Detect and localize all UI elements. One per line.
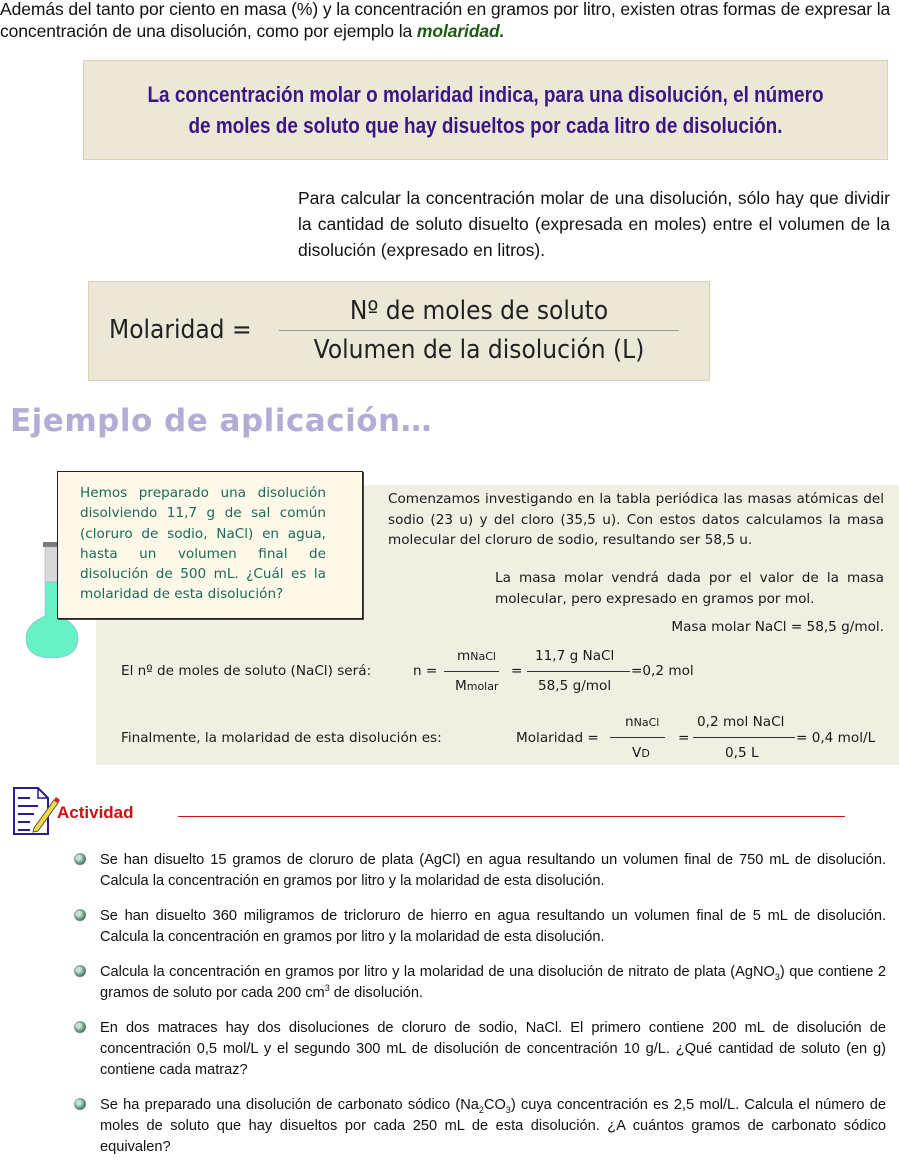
fraction-bar — [279, 330, 679, 331]
moles-frac1-den: Mmolar — [455, 678, 499, 694]
molaridad-highlight: molaridad. — [416, 21, 505, 41]
formula-lhs: Molaridad = — [109, 315, 252, 345]
molarity-eq-sign: = — [678, 730, 690, 746]
activity-item: Se han disuelto 15 gramos de cloruro de plata (AgCl) en agua resultando un volumen final de 750 mL de disolución. Calcula la concentración en gramos por litro y la molaridad de esta disolución. — [74, 850, 886, 892]
moles-label: El nº de moles de soluto (NaCl) será: — [121, 663, 372, 679]
definition-line-1: La concentración molar o molaridad indica, para una disolución, el número — [147, 82, 824, 107]
moles-eq-lhs: n = — [413, 663, 438, 679]
moles-frac2-num: 11,7 g NaCl — [535, 648, 615, 664]
example-title: Ejemplo de aplicación… — [10, 403, 433, 439]
formula-numerator: Nº de moles de soluto — [349, 296, 609, 326]
example-question-box — [57, 471, 363, 619]
moles-frac2-bar — [527, 671, 630, 672]
bullet-icon — [74, 1098, 86, 1110]
molarity-formula-box — [88, 281, 710, 381]
final-label: Finalmente, la molaridad de esta disolución es: — [121, 730, 442, 746]
molarity-frac1-num: nNaCl — [625, 714, 660, 730]
molarity-frac2-bar — [693, 737, 795, 738]
bullet-icon — [74, 965, 86, 977]
activity-item: Se han disuelto 360 miligramos de tricloruro de hierro en agua resultando un volumen final de 5 mL de disolución. Calcula la concentración en gramos por litro y la molaridad de esta disolución. — [74, 906, 886, 948]
example-step-2: La masa molar vendrá dada por el valor de la masa molecular, pero expresado en gramos por mol. — [495, 570, 884, 607]
formula-denominator: Volumen de la disolución (L) — [313, 335, 645, 365]
example-question: Hemos preparado una disolución disolviendo 11,7 g de sal común (cloruro de sodio, NaCl) en agua, hasta un volumen final de disolución de 500 mL. ¿Cuál es la molaridad de esta disolución? — [80, 485, 326, 603]
molarity-frac1-den: VD — [632, 745, 650, 761]
example-step-3: Masa molar NaCl = 58,5 g/mol. — [671, 619, 884, 635]
molarity-result: = 0,4 mol/L — [796, 730, 876, 746]
activity-document-pencil-icon — [12, 786, 62, 836]
bullet-icon — [74, 1021, 86, 1033]
explanation-paragraph: Para calcular la concentración molar de una disolución, sólo hay que dividir la cantidad de soluto disuelto (expresada en moles) entre el volumen de la disolución (expresado en litros). — [298, 188, 890, 260]
activity-item: En dos matraces hay dos disoluciones de cloruro de sodio, NaCl. El primero contiene 200 mL de disolución de concentración 0,5 mol/L y el segundo 300 mL de disolución de concentración 10 g/L. ¿Qué cantidad de soluto (en g) contiene cada matraz? — [74, 1018, 886, 1081]
bullet-icon — [74, 853, 86, 865]
molarity-frac2-den: 0,5 L — [725, 745, 759, 761]
example-step-1: Comenzamos investigando en la tabla periódica las masas atómicas del sodio (23 u) y del cloro (35,5 u). Con estos datos calculamos la masa molecular del cloruro de sodio, resultando ser 58,5 u. — [388, 491, 884, 548]
moles-frac1-bar — [444, 671, 499, 672]
molarity-frac1-bar — [610, 737, 665, 738]
activity-list — [74, 850, 886, 1172]
activity-item: Se ha preparado una disolución de carbonato sódico $(Na_2CO_3)$ cuya concentración es 2,5 mol/L. Calcula el número de moles de soluto que hay disueltos por cada 250 mL de esta disolución. ¿A cuántos gramos de carbonato sódico equivalen? — [74, 1095, 886, 1158]
molarity-eq-lhs: Molaridad = — [516, 730, 599, 746]
moles-frac2-den: 58,5 g/mol — [538, 678, 612, 694]
moles-eq-sign: = — [511, 663, 523, 679]
definition-box — [83, 60, 888, 160]
definition-line-2: de moles de soluto que hay disueltos por cada litro de disolución. — [188, 113, 783, 138]
moles-result: =0,2 mol — [631, 663, 694, 679]
definition-text — [140, 79, 831, 141]
activity-divider — [178, 816, 845, 817]
intro-paragraph — [0, 0, 899, 42]
activity-label: Actividad — [57, 803, 134, 822]
molarity-frac2-num: 0,2 mol NaCl — [697, 714, 785, 730]
moles-frac1-num: mNaCl — [457, 648, 496, 664]
bullet-icon — [74, 909, 86, 921]
intro-text: Además del tanto por ciento en masa (%) y la concentración en gramos por litro, existen otras formas de expresar la concentración de una disolución, como por ejemplo la — [0, 0, 891, 41]
activity-item: Calcula la concentración en gramos por litro y la molaridad de una disolución de nitrato de plata (AgNO$_3$) que contiene 2 gramos de soluto por cada 200 $cm^3$ de disolución. — [74, 962, 886, 1004]
